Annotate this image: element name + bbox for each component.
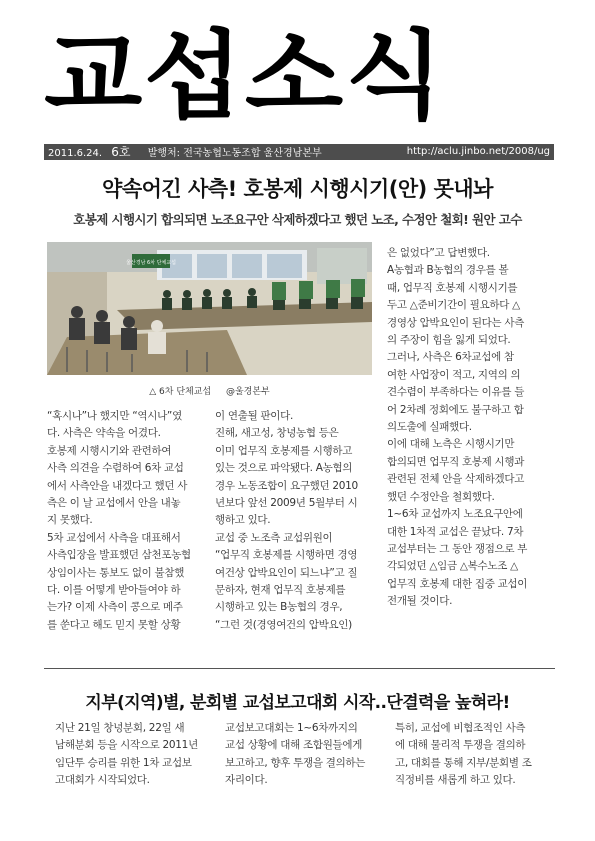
text-line: 각되었던 △임금 △복수노조 △ (387, 560, 518, 573)
text-line: 호봉제 시행시기와 관련하여 (47, 444, 172, 457)
text-line: 고, 대회를 통해 지부/분회별 조 (395, 756, 532, 769)
text-line: 어 2차례 정회에도 불구하고 합 (387, 403, 524, 416)
text-line: 여건상 압박요인이 되느냐”고 질 (215, 566, 358, 579)
text-line: “그런 것(경영여건의 압박요인) (215, 618, 352, 631)
photo-illustration (47, 242, 372, 375)
text-line: 를 쑨다고 해도 믿지 못할 상황 (47, 618, 181, 631)
publisher: 발행처: 전국농협노동조합 울산경남본부 (147, 148, 322, 159)
text-line: 했던 수정안을 철회했다. (387, 490, 495, 503)
text-line: 여한 사업장이 적고, 지역의 의 (387, 368, 521, 381)
text-line: 관련된 전체 안을 삭제하겠다고 (387, 473, 525, 486)
website-link[interactable]: http://aclu.jinbo.net/2008/ug (406, 146, 550, 157)
text-line: 업무직 호봉제 대한 집중 교섭이 (387, 577, 528, 590)
text-line: A농협과 B농협의 경우를 볼 (387, 264, 509, 277)
text-line: 문하자, 현재 업무직 호봉제를 (215, 584, 346, 597)
caption-credit: @울경본부 (225, 387, 270, 397)
text-line: 있는 것으로 파악됐다. A농협의 (215, 462, 353, 475)
bargaining-photo (47, 242, 372, 375)
text-line: 직정비를 새롭게 하고 있다. (395, 774, 516, 787)
text-line: 다. 이를 어떻게 받아들여야 하 (47, 584, 181, 597)
text-line: 측은 이 날 교섭에서 안을 내놓 (47, 497, 181, 510)
text-line: “혹시나”나 했지만 “역시나”였 (47, 410, 182, 422)
text-line: 이에 대해 노측은 시행시기만 (387, 438, 515, 451)
text-line: 행하고 있다. (215, 514, 271, 527)
article-column-3 (387, 245, 555, 611)
masthead (44, 20, 554, 132)
text-line: 1~6차 교섭까지 노조요구안에 (387, 508, 523, 521)
text-line: 에서 사측안을 내겠다고 했던 사 (47, 479, 188, 492)
text-line: 두고 △준비기간이 필요하다 △ (387, 299, 520, 312)
text-line: 교섭 중 노조측 교섭위원이 (215, 531, 333, 544)
text-line: 합의되면 업무직 호봉제 시행과 (387, 455, 525, 468)
text-line: 고대회가 시작되었다. (55, 774, 150, 787)
text-line: 남해분회 등을 시작으로 2011년 (55, 739, 198, 752)
text-line: 전개될 것이다. (387, 595, 453, 608)
text-line: 교섭보고대회는 1~6차까지의 (225, 722, 358, 734)
text-line: 년보다 앞선 2009년 5월부터 시 (215, 497, 358, 510)
text-line: 에 대해 물리적 투쟁을 결의하 (395, 739, 526, 752)
text-line: 보고하고, 향후 투쟁을 결의하는 (225, 756, 366, 769)
text-line: 진해, 새고성, 창녕농협 등은 (215, 427, 339, 440)
article2-column-3 (395, 720, 553, 790)
article2-column-2 (225, 720, 372, 790)
text-line: 견수렴이 부족하다는 이유를 들 (387, 386, 525, 399)
text-line: 때, 업무직 호봉제 시행시기를 (387, 281, 518, 294)
photo-banner-text: 울산경남 6차 단체교섭 (126, 260, 176, 266)
issue-number: 6호 (111, 145, 131, 159)
text-line: 교섭부터는 그 동안 쟁점으로 부 (387, 542, 528, 555)
text-line: 그러나, 사측은 6차교섭에 참 (387, 351, 514, 364)
article2-headline: 지부(지역)별, 분회별 교섭보고대회 시작..단결력을 높혀라! (85, 693, 510, 713)
text-line: 특히, 교섭에 비협조적인 사측 (395, 722, 526, 734)
text-line: 시행하고 있는 B농협의 경우, (215, 601, 343, 614)
text-line: 사측입장을 발표했던 삼천포농협 (47, 549, 191, 562)
text-line: 의 주장이 힘을 잃게 되었다. (387, 334, 511, 347)
text-line: 경영상 압박요인이 된다는 사측 (387, 316, 525, 329)
text-line: 이미 업무직 호봉제를 시행하고 (215, 444, 353, 457)
text-line: 은 없었다”고 답변했다. (387, 247, 490, 259)
article-column-2 (215, 408, 372, 634)
text-line: 이 연출될 판이다. (215, 410, 294, 422)
article-column-1 (47, 408, 201, 634)
text-line: 경우 노동조합이 요구했던 2010 (215, 479, 358, 492)
text-line: 자리이다. (225, 774, 268, 787)
text-line: 사측 의견을 수렴하여 6차 교섭 (47, 462, 184, 475)
text-line: 지난 21일 창녕분회, 22일 새 (55, 722, 185, 734)
text-line: 상임이사는 통보도 없이 불참했 (47, 566, 185, 579)
text-line: 대한 1차적 교섭은 끝났다. 7차 (387, 525, 524, 538)
text-line: 5차 교섭에서 사측을 대표해서 (47, 531, 181, 544)
section-divider (44, 668, 555, 669)
masthead-title: 교섭소식 (44, 20, 446, 132)
article2-column-1 (55, 720, 201, 790)
text-line: 지 못했다. (47, 514, 93, 527)
article-headline: 약속어긴 사측! 호봉제 시행시기(안) 못내놔 (102, 177, 493, 201)
text-line: 의도출에 실패했다. (387, 421, 472, 434)
photo-caption (47, 384, 372, 397)
issue-date: 2011.6.24. (48, 148, 103, 159)
text-line: 다. 사측은 약속을 어겼다. (47, 427, 161, 440)
text-line: 임단투 승리를 위한 1차 교섭보 (55, 756, 192, 769)
text-line: 교섭 상황에 대해 조합원들에게 (225, 739, 363, 752)
text-line: “업무직 호봉제를 시행하면 경영 (215, 549, 358, 562)
article-subhead: 호봉제 시행시기 합의되면 노조요구안 삭제하겠다고 했던 노조, 수정안 철회! 원안 고수 (73, 212, 522, 227)
text-line: 는가? 이제 사측이 콩으로 메주 (47, 601, 183, 614)
caption-text: △ 6차 단체교섭 (149, 387, 212, 397)
info-bar (44, 144, 554, 160)
